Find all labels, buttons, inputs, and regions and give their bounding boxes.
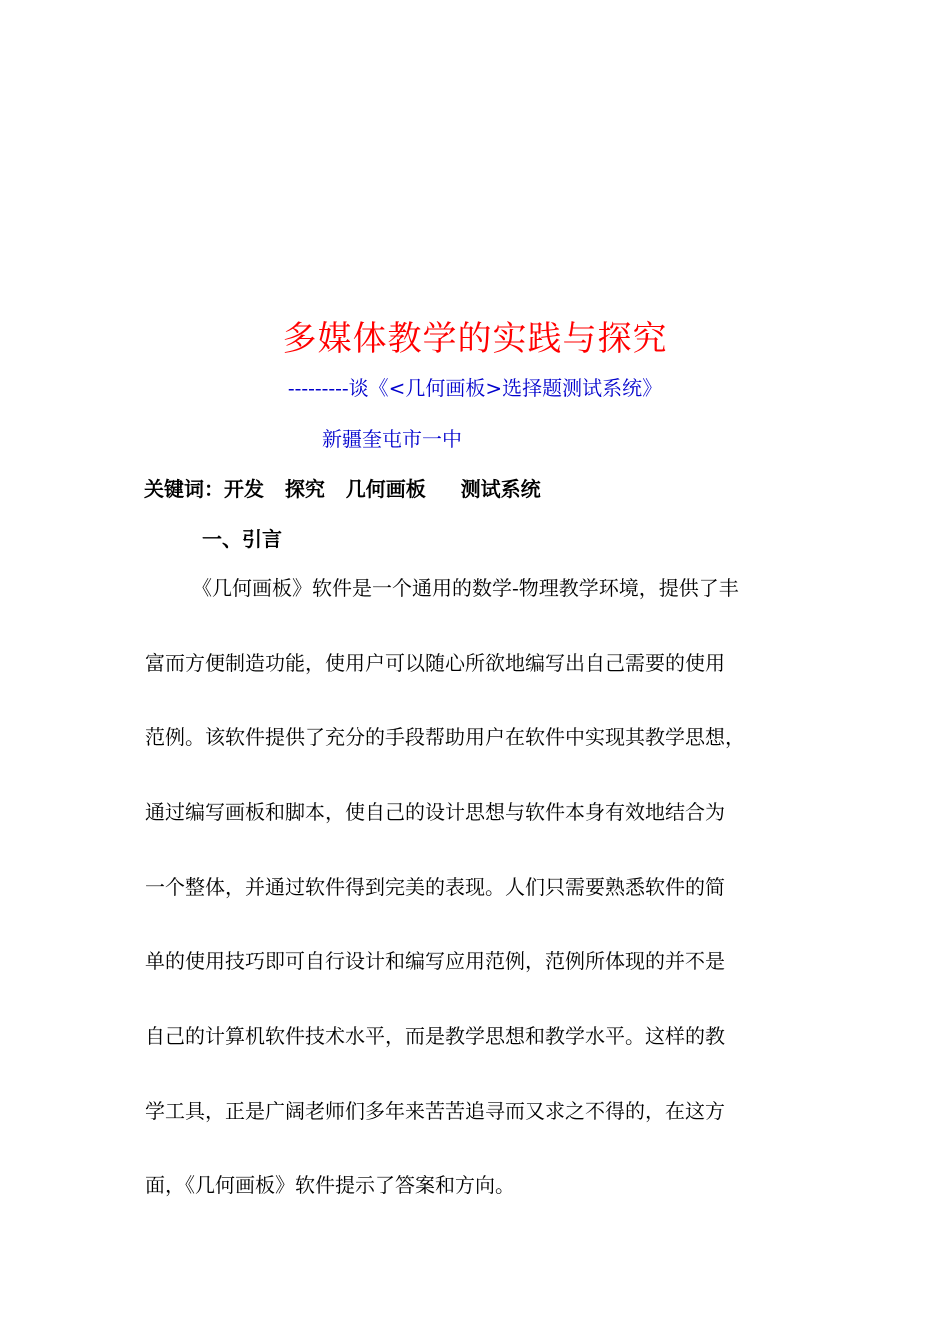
document-title: 多媒体教学的实践与探究 [282,319,668,359]
paragraph-line: 自己的计算机软件技术水平，而是教学思想和教学水平。这样的教 [145,1024,725,1048]
paragraph-line: 单的使用技巧即可自行设计和编写应用范例，范例所体现的并不是 [145,949,725,973]
paragraph-line: 学工具，正是广阔老师们多年来苦苦追寻而又求之不得的，在这方 [145,1099,725,1123]
section-heading: 一、引言 [202,527,282,551]
document-subtitle: ---------谈《<几何画板>选择题测试系统》 [287,376,663,400]
keywords-line: 关键词：开发 探究 几何画板 测试系统 [144,477,541,501]
author-school: 新疆奎屯市一中 [322,427,462,451]
paragraph-line: 一个整体，并通过软件得到完美的表现。人们只需要熟悉软件的简 [145,875,725,899]
paragraph-line: 范例。该软件提供了充分的手段帮助用户在软件中实现其教学思想， [145,725,745,749]
paragraph-line: 面，《几何画板》软件提示了答案和方向。 [145,1173,515,1197]
paragraph-line: 富而方便制造功能，使用户可以随心所欲地编写出自己需要的使用 [145,651,725,675]
paragraph-line: 通过编写画板和脚本，使自己的设计思想与软件本身有效地结合为 [145,800,725,824]
paragraph-line: 《几何画板》软件是一个通用的数学-物理教学环境，提供了丰 [192,576,739,600]
